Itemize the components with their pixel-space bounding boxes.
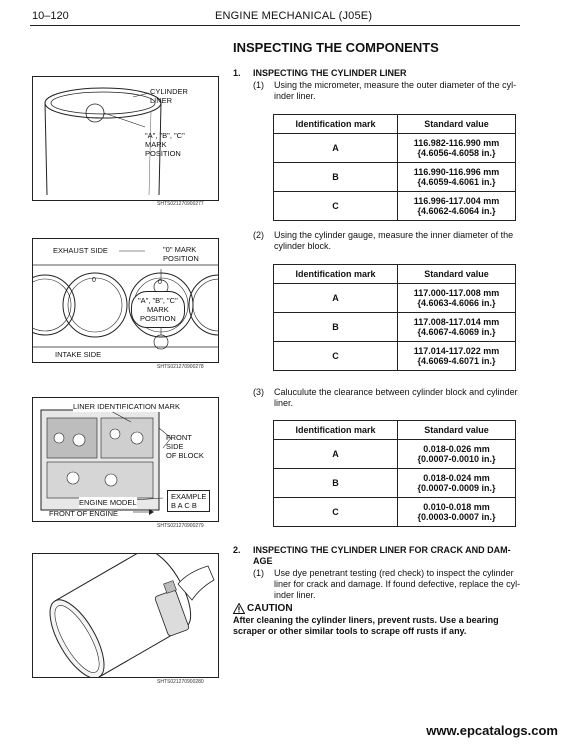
warning-triangle-icon <box>233 603 245 614</box>
step1-sub2-text: Using the cylinder gauge, measure the inner diameter of the cylinder block. <box>274 230 514 251</box>
step2-sub1-number: (1) <box>253 568 264 578</box>
section-title: INSPECTING THE COMPONENTS <box>233 40 439 55</box>
table-clearance <box>273 420 516 527</box>
table1-header-id: Identification mark <box>274 115 398 134</box>
label-front-side-of-block: FRONT SIDE OF BLOCK <box>166 433 204 460</box>
step1-sub3-number: (3) <box>253 387 264 397</box>
cylinder-liner-illustration <box>33 77 218 200</box>
table-outer-diameter <box>273 114 516 221</box>
label-intake-side: INTAKE SIDE <box>55 350 102 359</box>
figure-code-1: SHTS021270900277 <box>157 201 204 207</box>
table1-header-value: Standard value <box>398 115 516 134</box>
table-inner-diameter <box>273 264 516 371</box>
page-number: 10–120 <box>32 10 69 22</box>
table-row: B 0.018-0.024 mm {0.0007-0.0009 in.} <box>274 469 516 498</box>
caution-heading <box>233 603 293 614</box>
label-exhaust-side: EXHAUST SIDE <box>53 246 108 255</box>
step1-sub3-text: Caluculute the clearance between cylinder block and cylinder liner. <box>274 387 518 408</box>
figure-cylinder-block <box>32 238 219 363</box>
figure-cylinder-liner <box>32 76 219 201</box>
figure-code-2: SHTS021270900278 <box>157 364 204 370</box>
figure-dye-penetrant <box>32 553 219 678</box>
chapter-title: ENGINE MECHANICAL (J05E) <box>215 10 373 22</box>
label-engine-model: ENGINE MODEL <box>79 498 137 507</box>
table2-header-value: Standard value <box>398 265 516 284</box>
step2-number: 2. <box>233 545 241 555</box>
figure-liner-identification <box>32 397 219 522</box>
table-row: A 116.982-116.990 mm {4.6056-4.6058 in.} <box>274 134 516 163</box>
figure-code-3: SHTS021270900279 <box>157 523 204 529</box>
table-row: C 116.996-117.004 mm {4.6062-4.6064 in.} <box>274 192 516 221</box>
header-divider <box>30 25 520 26</box>
label-abc-mark-position: "A", "B", "C" MARK POSITION <box>131 291 185 328</box>
figure-code-4: SHTS021270900280 <box>157 679 204 685</box>
zero-mark-glyph: 0 <box>92 277 96 284</box>
watermark: www.epcatalogs.com <box>426 723 558 738</box>
table-row: A 117.000-117.008 mm {4.6063-4.6066 in.} <box>274 284 516 313</box>
table3-header-id: Identification mark <box>274 421 398 440</box>
table-row: B 116.990-116.996 mm {4.6059-4.6061 in.} <box>274 163 516 192</box>
caution-text: After cleaning the cylinder liners, prevent rusts. Use a bearing scraper or other similar tools to scrape off rusts if any. <box>233 615 499 636</box>
label-mark-position: "A", "B", "C" MARK POSITION <box>145 131 185 158</box>
step2-title: INSPECTING THE CYLINDER LINER FOR CRACK AND DAM- AGE <box>253 545 511 566</box>
label-example-box: EXAMPLE B A C B <box>167 490 210 512</box>
step1-number: 1. <box>233 68 241 78</box>
table3-header-value: Standard value <box>398 421 516 440</box>
step1-sub2-number: (2) <box>253 230 264 240</box>
label-front-of-engine: FRONT OF ENGINE <box>49 509 119 518</box>
step1-sub1-text: Using the micrometer, measure the outer diameter of the cyl- inder liner. <box>274 80 517 101</box>
table2-header-id: Identification mark <box>274 265 398 284</box>
table-row: A 0.018-0.026 mm {0.0007-0.0010 in.} <box>274 440 516 469</box>
dye-penetrant-illustration <box>33 554 218 677</box>
label-zero-mark-position: "0" MARK POSITION <box>163 245 199 263</box>
label-liner-identification-mark: LINER IDENTIFICATION MARK <box>73 402 180 411</box>
step1-sub1-number: (1) <box>253 80 264 90</box>
label-cylinder-liner: CYLINDER LINER <box>150 87 188 105</box>
table-row: C 117.014-117.022 mm {4.6069-4.6071 in.} <box>274 342 516 371</box>
table-row: C 0.010-0.018 mm {0.0003-0.0007 in.} <box>274 498 516 527</box>
zero-mark-glyph-2: 0 <box>158 279 162 286</box>
caution-label: CAUTION <box>247 603 293 614</box>
table-row: B 117.008-117.014 mm {4.6067-4.6069 in.} <box>274 313 516 342</box>
step2-sub1-text: Use dye penetrant testing (red check) to inspect the cylinder liner for crack and damage. If found defective, replace the cyl- inder liner. <box>274 568 521 600</box>
step1-title: INSPECTING THE CYLINDER LINER <box>253 68 407 78</box>
